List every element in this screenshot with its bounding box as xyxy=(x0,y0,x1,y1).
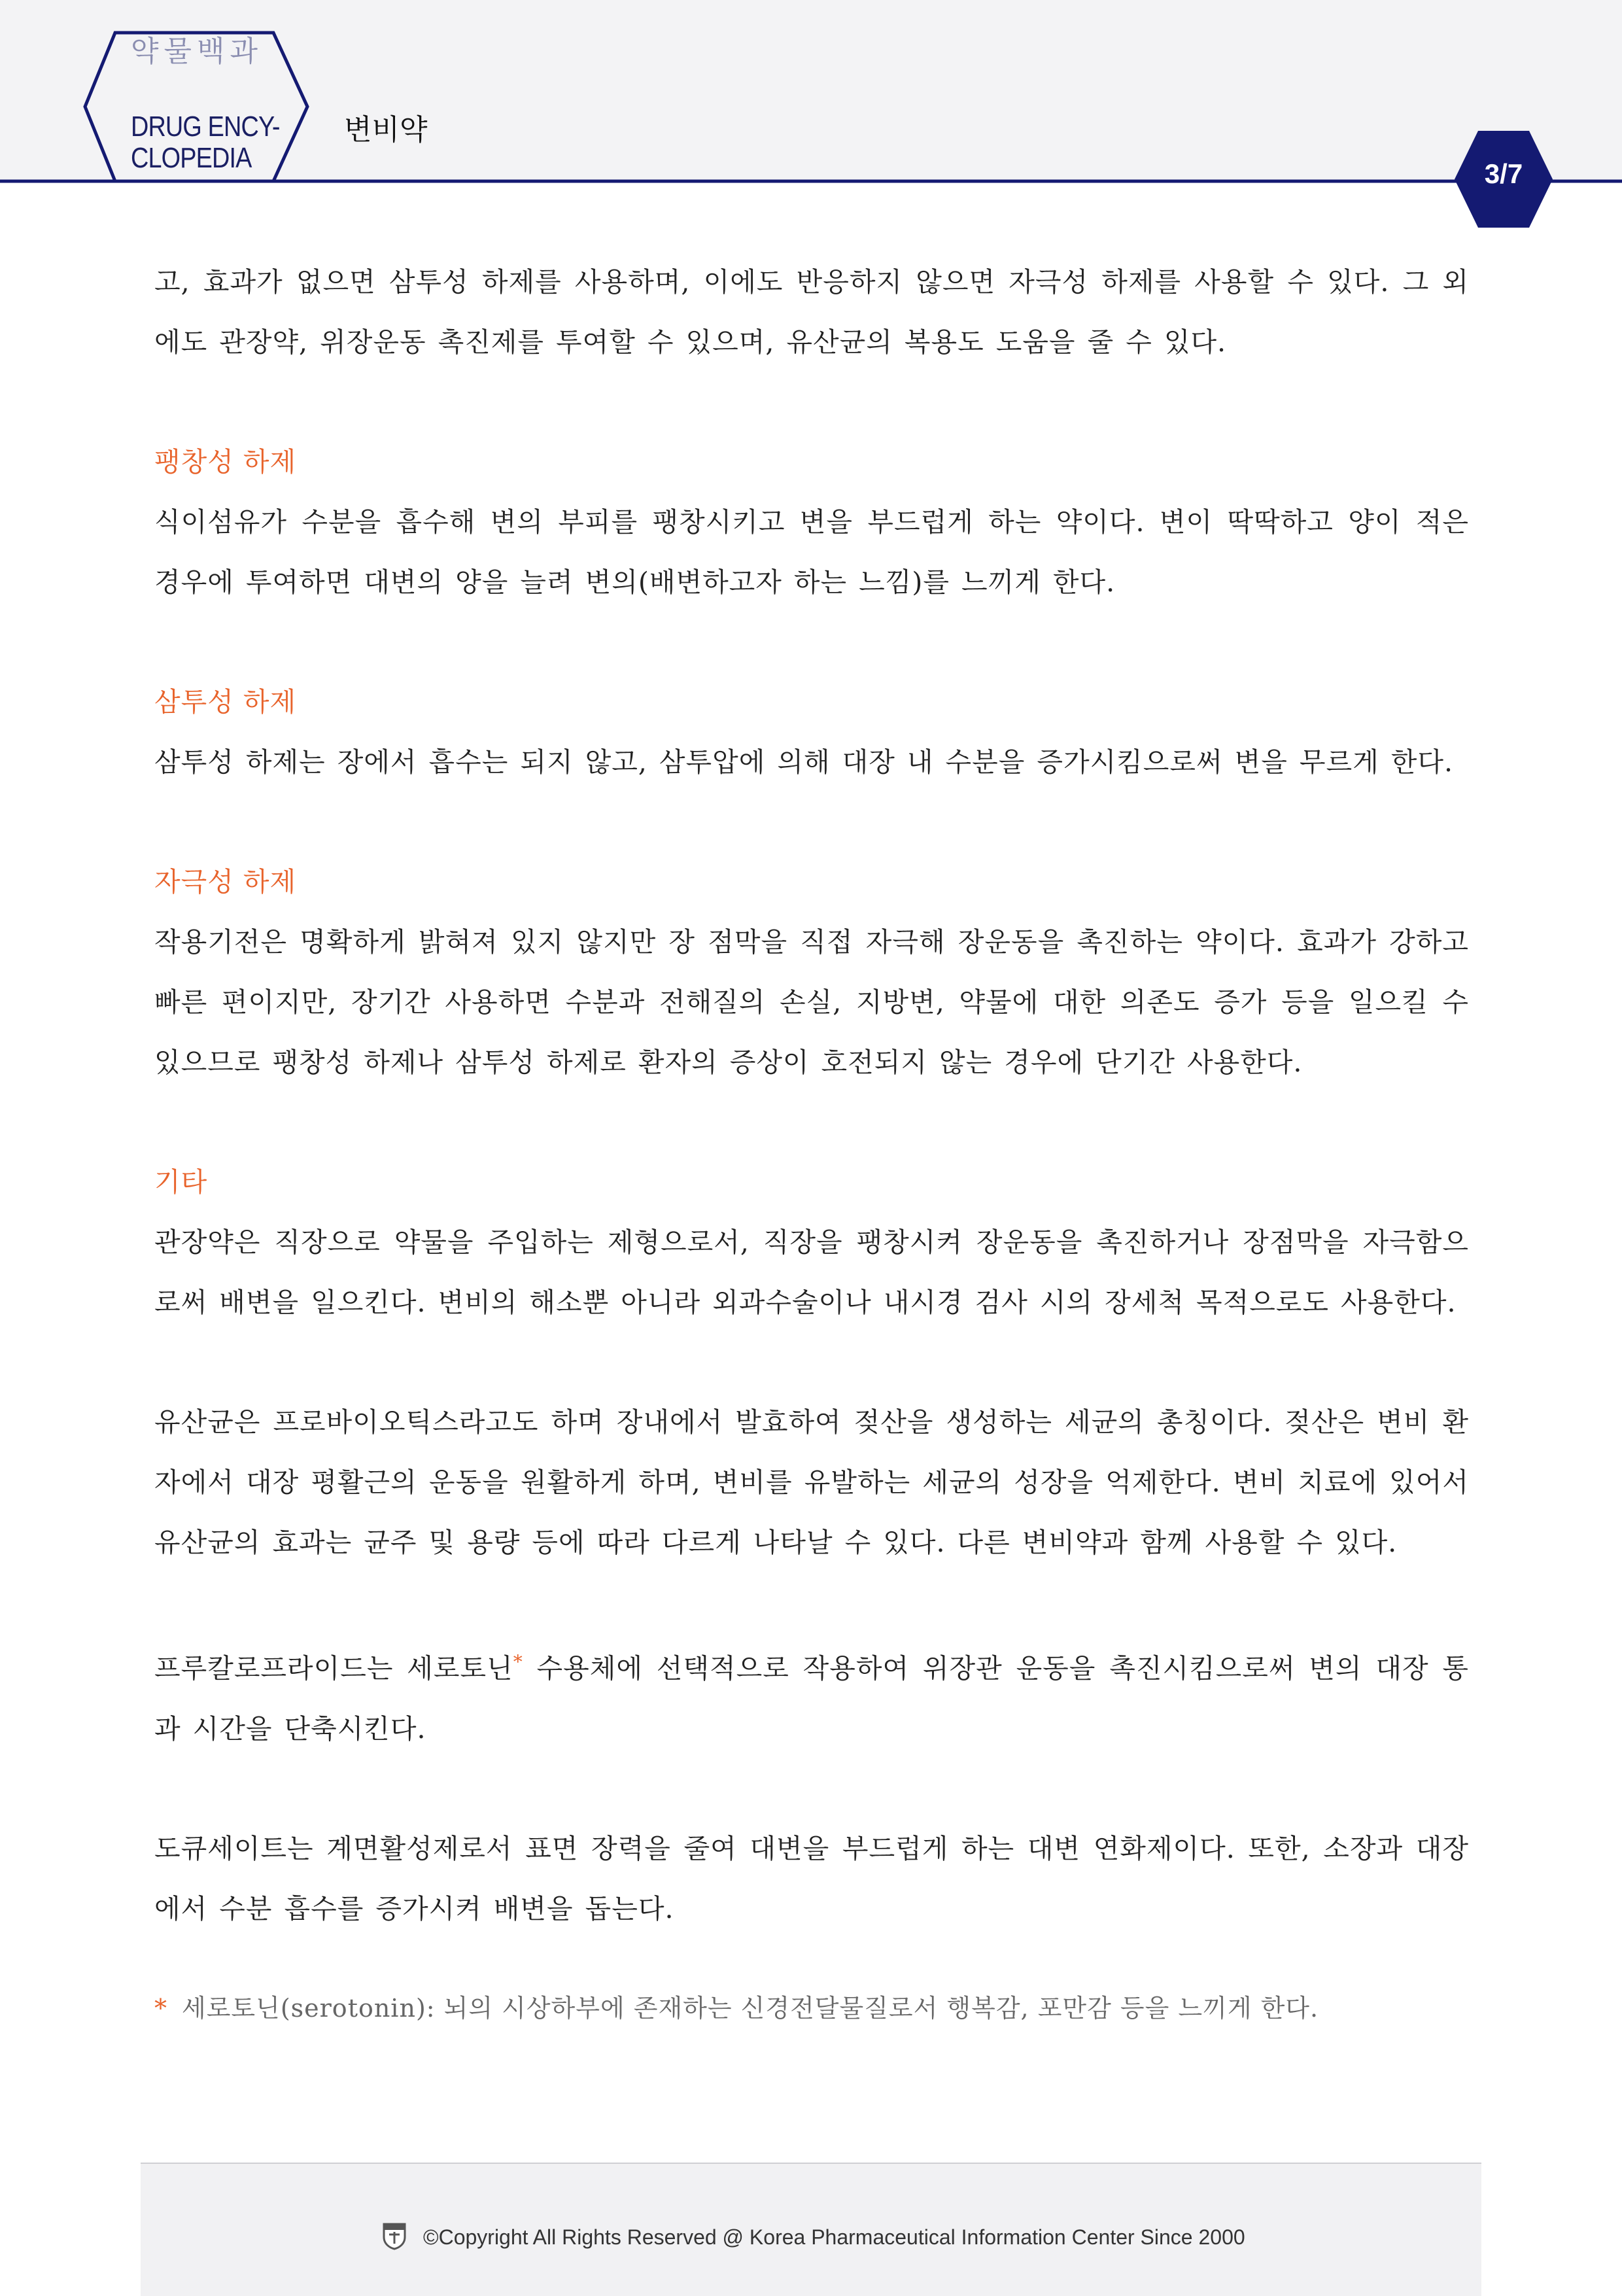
document-title: 변비약 xyxy=(344,113,428,147)
paragraph-with-footnote-ref xyxy=(154,1632,1469,1759)
shield-icon xyxy=(381,2221,407,2250)
paragraph: 작용기전은 명확하게 밝혀져 있지 않지만 장 점막을 직접 자극해 장운동을 촉진하는 약이다. 효과가 강하고 빠른 편이지만, 장기간 사용하면 수분과 전해질의 손실, 지방변, 약물에 대한 의존도 증가 등을 일으킬 수 있으므로 팽창성 하제나 삼투성 하제로 환자의 증상이 호전되지 않는 경우에 단기간 사용한다. xyxy=(154,926,1469,1078)
paragraph: 삼투성 하제는 장에서 흡수는 되지 않고, 삼투압에 의해 대장 내 수분을 증가시킴으로써 변을 무르게 한다. xyxy=(154,746,1453,778)
logo-english-text: DRUG ENCY- CLOPEDIA xyxy=(131,111,280,174)
section-heading: 자극성 하제 xyxy=(154,866,297,897)
paragraph: 유산균은 프로바이오틱스라고도 하며 장내에서 발효하여 젖산을 생성하는 세균의 총칭이다. 젖산은 변비 환자에서 대장 평활근의 운동을 원활하게 하며, 변비를 유발하는 세균의 성장을 억제한다. 변비 치료에 있어서 유산균의 효과는 균주 및 용량 등에 따라 다르게 나타날 수 있다. 다른 변비약과 함께 사용할 수 있다. xyxy=(154,1406,1469,1558)
paragraph: 고, 효과가 없으면 삼투성 하제를 사용하며, 이에도 반응하지 않으면 자극성 하제를 사용할 수 있다. 그 외에도 관장약, 위장운동 촉진제를 투여할 수 있으며, 유산균의 복용도 도움을 줄 수 있다. xyxy=(154,266,1469,358)
copyright-text: ©Copyright All Rights Reserved @ Korea Pharmaceutical Information Center Since 2000 xyxy=(423,2225,1245,2249)
logo-korean-text: 약물백과 xyxy=(131,35,264,68)
section-heading: 기타 xyxy=(154,1166,208,1198)
footnote-text: 세로토닌(serotonin): 뇌의 시상하부에 존재하는 신경전달물질로서 행복감, 포만감 등을 느끼게 한다. xyxy=(182,1993,1319,2023)
paragraph-text-before: 프루칼로프라이드는 세로토닌 xyxy=(154,1652,513,1684)
section-heading: 삼투성 하제 xyxy=(154,686,297,718)
paragraph-text-after: 수용체에 선택적으로 작용하여 위장관 운동을 촉진시킴으로써 변의 대장 통과 시간을 단축시킨다. xyxy=(154,1652,1469,1745)
page-number: 3/7 xyxy=(1484,158,1523,189)
paragraph: 도큐세이트는 계면활성제로서 표면 장력을 줄여 대변을 부드럽게 하는 대변 연화제이다. 또한, 소장과 대장에서 수분 흡수를 증가시켜 배변을 돕는다. xyxy=(154,1832,1469,1924)
footnote xyxy=(154,1978,1469,2038)
section-heading: 팽창성 하제 xyxy=(154,446,297,478)
footnote-marker: * xyxy=(154,1993,167,2023)
footer xyxy=(141,2163,1481,2296)
footnote-reference: * xyxy=(513,1651,523,1673)
paragraph: 관장약은 직장으로 약물을 주입하는 제형으로서, 직장을 팽창시켜 장운동을 촉진하거나 장점막을 자극함으로써 배변을 일으킨다. 변비의 해소뿐 아니라 외과수술이나 내시경 검사 시의 장세척 목적으로도 사용한다. xyxy=(154,1226,1469,1318)
document-body xyxy=(154,252,1469,2038)
paragraph: 식이섬유가 수분을 흡수해 변의 부피를 팽창시키고 변을 부드럽게 하는 약이다. 변이 딱딱하고 양이 적은 경우에 투여하면 대변의 양을 늘려 변의(배변하고자 하는 느낌)를 느끼게 한다. xyxy=(154,506,1469,598)
